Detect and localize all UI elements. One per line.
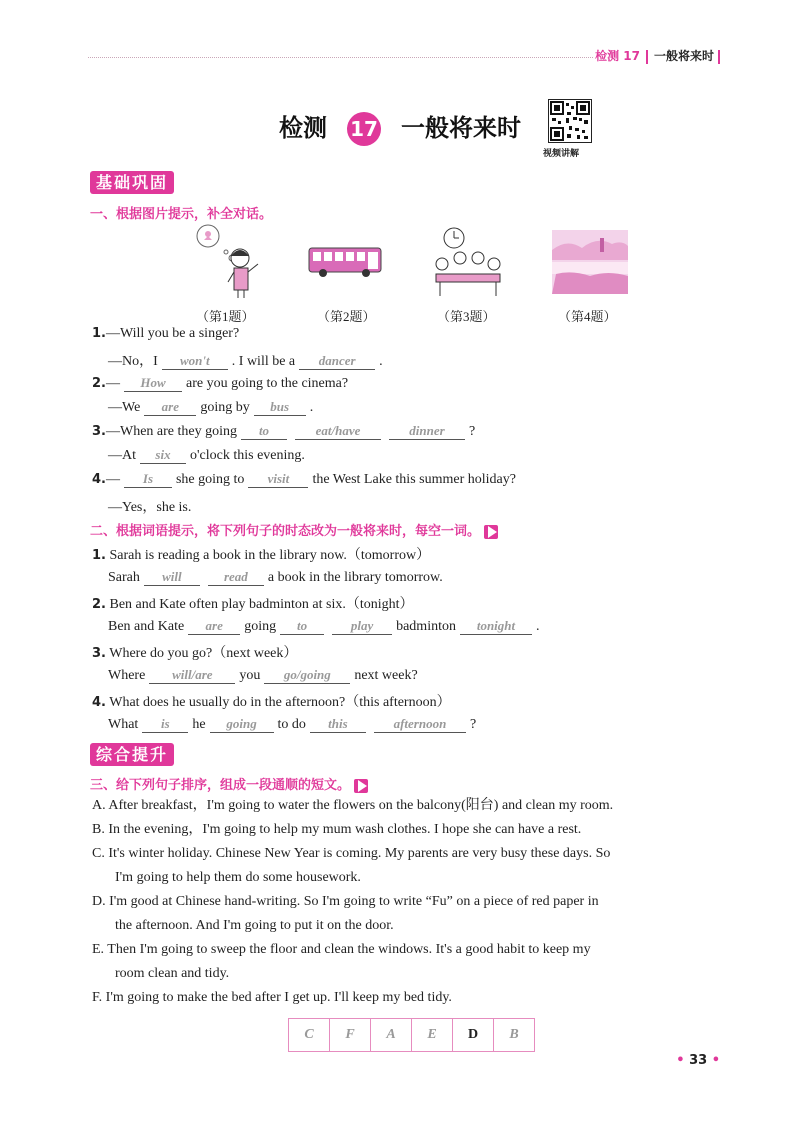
page-title bbox=[0, 108, 800, 146]
p1-q4-question bbox=[92, 471, 516, 488]
part2-title-text: 二、根据词语提示，将下列句子的时态改为一般将来时，每空一词。 bbox=[90, 524, 481, 539]
caption-2: （第2题） bbox=[317, 309, 376, 324]
section-basic-label: 基础巩固 bbox=[90, 171, 174, 194]
p2-q4-prompt bbox=[92, 691, 451, 711]
p1-q1-question bbox=[92, 326, 239, 342]
p2-q1-number: 1. bbox=[92, 548, 106, 563]
text: What bbox=[108, 717, 139, 732]
answer-box-5[interactable]: D bbox=[453, 1019, 494, 1052]
running-header bbox=[595, 47, 720, 64]
page-number bbox=[676, 1053, 720, 1068]
p1-q2-number: 2. bbox=[92, 376, 106, 391]
play-video-icon[interactable] bbox=[354, 779, 368, 793]
p1-q4-number: 4. bbox=[92, 472, 106, 487]
text: he bbox=[192, 717, 206, 732]
text: Ben and Kate often play badminton at six.（tonight） bbox=[109, 597, 414, 612]
play-icon bbox=[358, 780, 367, 792]
play-icon bbox=[488, 526, 497, 538]
header-rule bbox=[88, 57, 593, 58]
picture-west-lake bbox=[552, 230, 628, 294]
answer-blank[interactable]: read bbox=[208, 569, 264, 586]
p1-q2-answer-line bbox=[108, 399, 313, 416]
text: Sarah bbox=[108, 570, 140, 585]
answer-blank[interactable]: dancer bbox=[299, 353, 375, 370]
text: Where bbox=[108, 668, 146, 683]
page-dot-left: • bbox=[676, 1053, 685, 1068]
text: going bbox=[244, 619, 277, 634]
text: ? bbox=[469, 424, 476, 439]
caption-1: （第1题） bbox=[196, 309, 255, 324]
text: o'clock this evening. bbox=[190, 448, 305, 463]
p1-q1-answer-line bbox=[108, 350, 383, 370]
part3-passage bbox=[92, 794, 732, 1010]
p2-q3-answer-line bbox=[108, 667, 418, 684]
title-number-badge: 17 bbox=[347, 112, 381, 146]
answer-blank[interactable]: Is bbox=[124, 471, 172, 488]
text: Ben and Kate bbox=[108, 619, 185, 634]
page-dot-right: • bbox=[711, 1053, 720, 1068]
sentence-e: E. Then I'm going to sweep the floor and clean the windows. It's a good habit to keep my bbox=[92, 942, 591, 957]
p2-q2-number: 2. bbox=[92, 597, 106, 612]
text: — bbox=[105, 472, 120, 487]
text: she going to bbox=[175, 472, 245, 487]
p1-q1-number: 1. bbox=[92, 326, 106, 341]
part3-title-text: 三、给下列句子排序，组成一段通顺的短文。 bbox=[90, 778, 351, 793]
part2-title bbox=[90, 520, 498, 539]
text: . bbox=[535, 619, 540, 634]
section-basic bbox=[90, 170, 174, 193]
answer-blank[interactable]: eat/have bbox=[295, 423, 381, 440]
text: —We bbox=[108, 400, 141, 415]
text: —When are they going bbox=[105, 424, 237, 439]
p2-q2-answer-line bbox=[108, 618, 539, 635]
title-right: 一般将来时 bbox=[401, 114, 521, 142]
answer-blank[interactable]: are bbox=[188, 618, 240, 635]
answer-blank[interactable]: tonight bbox=[460, 618, 532, 635]
answer-blank[interactable]: won't bbox=[162, 353, 228, 370]
text: the West Lake this summer holiday? bbox=[312, 472, 516, 487]
sentence-b: B. In the evening，I'm going to help my mum wash clothes. I hope she can have a rest. bbox=[92, 822, 582, 837]
p2-q1-answer-line bbox=[108, 569, 443, 586]
qr-label: 视频讲解 bbox=[543, 149, 580, 159]
header-topic: 一般将来时 bbox=[653, 49, 714, 63]
text: — bbox=[105, 376, 120, 391]
p1-q3-question bbox=[92, 423, 475, 440]
answer-box-4[interactable]: E bbox=[412, 1019, 453, 1052]
picture-girl-dancer bbox=[186, 222, 266, 300]
text: . bbox=[379, 354, 383, 369]
section-advanced-label: 综合提升 bbox=[90, 743, 174, 766]
sentence-d-cont: the afternoon. And I'm going to put it on the door. bbox=[115, 918, 394, 933]
p1-q3-number: 3. bbox=[92, 424, 106, 439]
text: are you going to the cinema? bbox=[185, 376, 349, 391]
part3-title bbox=[90, 774, 368, 793]
p2-q1-prompt bbox=[92, 544, 430, 564]
play-video-icon[interactable] bbox=[484, 525, 498, 539]
answer-blank[interactable]: is bbox=[142, 716, 188, 733]
text: to do bbox=[277, 717, 306, 732]
answer-blank[interactable]: How bbox=[124, 375, 182, 392]
sentence-e-cont: room clean and tidy. bbox=[115, 966, 230, 981]
p2-q3-prompt bbox=[92, 642, 297, 662]
text: badminton bbox=[396, 619, 456, 634]
text: Sarah is reading a book in the library now.（tomorrow） bbox=[109, 548, 431, 563]
text: —No，I bbox=[108, 354, 158, 369]
text: Where do you go?（next week） bbox=[109, 646, 298, 661]
text: a book in the library tomorrow. bbox=[267, 570, 443, 585]
answer-box-2[interactable]: F bbox=[330, 1019, 371, 1052]
order-answer-boxes bbox=[288, 1018, 535, 1052]
p2-q2-prompt bbox=[92, 593, 414, 613]
text: ? bbox=[469, 717, 477, 732]
answer-blank[interactable]: will bbox=[144, 569, 200, 586]
caption-3: （第3题） bbox=[437, 309, 496, 324]
sentence-f: F. I'm going to make the bed after I get up. I'll keep my bed tidy. bbox=[92, 990, 452, 1005]
text: . I will be a bbox=[231, 354, 296, 369]
answer-blank[interactable]: visit bbox=[248, 471, 308, 488]
p2-q4-answer-line bbox=[108, 716, 476, 733]
answer-blank[interactable]: afternoon bbox=[374, 716, 466, 733]
qr-code-icon[interactable] bbox=[548, 99, 592, 143]
answer-blank[interactable]: bus bbox=[254, 399, 306, 416]
p1-q1-text: —Will you be a singer? bbox=[105, 326, 240, 341]
text: you bbox=[239, 668, 261, 683]
answer-blank[interactable]: going bbox=[210, 716, 274, 733]
sentence-d: D. I'm good at Chinese hand-writing. So I'm going to write “Fu” on a piece of red paper in bbox=[92, 894, 599, 909]
p1-q2-question bbox=[92, 375, 348, 392]
text: next week? bbox=[354, 668, 418, 683]
picture-bus bbox=[308, 246, 382, 278]
text: going by bbox=[200, 400, 250, 415]
answer-blank[interactable]: are bbox=[144, 399, 196, 416]
header-unit: 检测 17 bbox=[595, 49, 640, 63]
part1-title: 一、根据图片提示，补全对话。 bbox=[90, 207, 273, 222]
p1-q4-answer-line: —Yes，she is. bbox=[108, 500, 192, 515]
answer-blank[interactable]: go/going bbox=[264, 667, 350, 684]
text: What does he usually do in the afternoon?（this afternoon） bbox=[109, 695, 451, 710]
answer-box-6[interactable]: B bbox=[494, 1019, 535, 1052]
sentence-a: A. After breakfast，I'm going to water the flowers on the balcony(阳台) and clean my room. bbox=[92, 798, 614, 813]
sentence-c-cont: I'm going to help them do some housework. bbox=[115, 870, 361, 885]
p1-q3-answer-line bbox=[108, 447, 305, 464]
answer-blank[interactable]: six bbox=[140, 447, 186, 464]
header-divider bbox=[646, 50, 648, 64]
header-end-bar bbox=[718, 50, 720, 64]
caption-4: （第4题） bbox=[558, 309, 617, 324]
picture-family-dinner bbox=[430, 226, 506, 298]
section-advanced bbox=[90, 742, 174, 765]
answer-blank[interactable]: dinner bbox=[389, 423, 465, 440]
text: . bbox=[309, 400, 314, 415]
text: —At bbox=[108, 448, 136, 463]
answer-blank[interactable]: to bbox=[241, 423, 287, 440]
title-left: 检测 bbox=[279, 114, 327, 142]
p2-q3-number: 3. bbox=[92, 646, 106, 661]
answer-blank[interactable]: to bbox=[280, 618, 324, 635]
answer-box-3[interactable]: A bbox=[371, 1019, 412, 1052]
answer-blank[interactable]: this bbox=[310, 716, 366, 733]
answer-blank[interactable]: will/are bbox=[149, 667, 235, 684]
sentence-c: C. It's winter holiday. Chinese New Year is coming. My parents are very busy these days. So bbox=[92, 846, 611, 861]
page-number-text: 33 bbox=[689, 1053, 708, 1068]
answer-blank[interactable]: play bbox=[332, 618, 392, 635]
p2-q4-number: 4. bbox=[92, 695, 106, 710]
answer-box-1[interactable]: C bbox=[289, 1019, 330, 1052]
